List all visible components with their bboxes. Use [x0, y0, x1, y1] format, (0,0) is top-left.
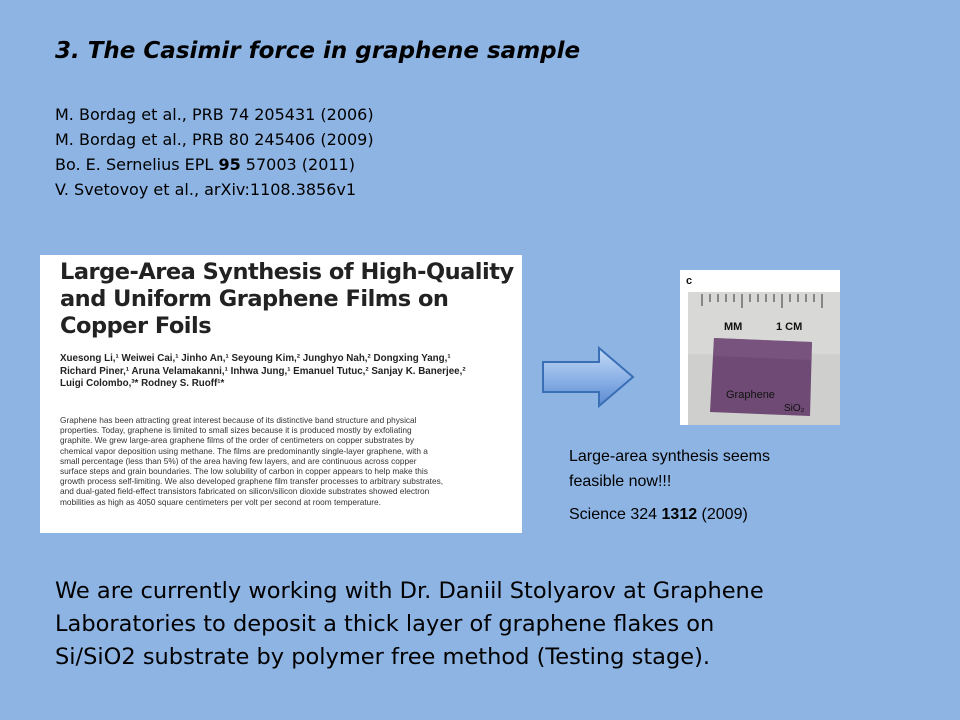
graphene-sample-photo — [680, 270, 840, 425]
slide-title: 3. The Casimir force in graphene sample — [55, 38, 581, 64]
reference-item: Bo. E. Sernelius EPL 95 57003 (2011) — [55, 155, 355, 174]
ruler-mm-label: MM — [724, 321, 743, 333]
paper-clipping-image — [40, 255, 522, 533]
status-paragraph: We are currently working with Dr. Daniil Stolyarov at Graphene Laboratories to deposit a thick layer of graphene flakes on Si/SiO2 substrate by polymer free method (Testing stage). — [55, 578, 764, 670]
ruler-cm-label: 1 CM — [776, 321, 803, 333]
synthesis-caption: Large-area synthesis seems feasible now!!! Science 324 1312 (2009) — [569, 444, 770, 527]
paper-title: Large-Area Synthesis of High-Quality and Uniform Graphene Films on Copper Foils — [60, 259, 514, 339]
sio2-label: SiO₂ — [784, 403, 805, 414]
reference-item: M. Bordag et al., PRB 74 205431 (2006) — [55, 105, 374, 124]
science-citation: Science 324 1312 (2009) — [569, 506, 748, 523]
reference-item: M. Bordag et al., PRB 80 245406 (2009) — [55, 130, 374, 149]
graphene-label: Graphene — [726, 389, 775, 401]
reference-list — [55, 102, 374, 202]
right-arrow-icon — [541, 346, 635, 408]
paper-abstract: Graphene has been attracting great interest because of its distinctive band structure and physical properties. Today, graphene is limited to small sizes because it is produced mostly by exfoliating graphite. We grew large-area graphene films of the order of centimeters on copper substrates by chemical vapor deposition using methane. The films are predominantly single-layer graphene, with a small percentage (less than 5%) of the area having few layers, and are continuous across copper surface steps and grain boundaries. The low solubility of carbon in copper appears to help make this growth process self-limiting. We also developed graphene film transfer processes to arbitrary substrates, and dual-gated field-effect transistors fabricated on silicon/silicon dioxide substrates showed electron mobilities as high as 4050 square centimeters per volt per second at room temperature. — [60, 415, 444, 507]
reference-item: V. Svetovoy et al., arXiv:1108.3856v1 — [55, 180, 357, 199]
paper-authors: Xuesong Li,¹ Weiwei Cai,¹ Jinho An,¹ Seyoung Kim,² Junghyo Nah,² Dongxing Yang,¹ Richard Piner,¹ Aruna Velamakanni,¹ Inhwa Jung,¹ Emanuel Tutuc,² Sanjay K. Banerjee,² Luigi Colombo,³* Rodney S. Ruoff¹* — [60, 353, 466, 389]
panel-letter: c — [686, 275, 693, 287]
